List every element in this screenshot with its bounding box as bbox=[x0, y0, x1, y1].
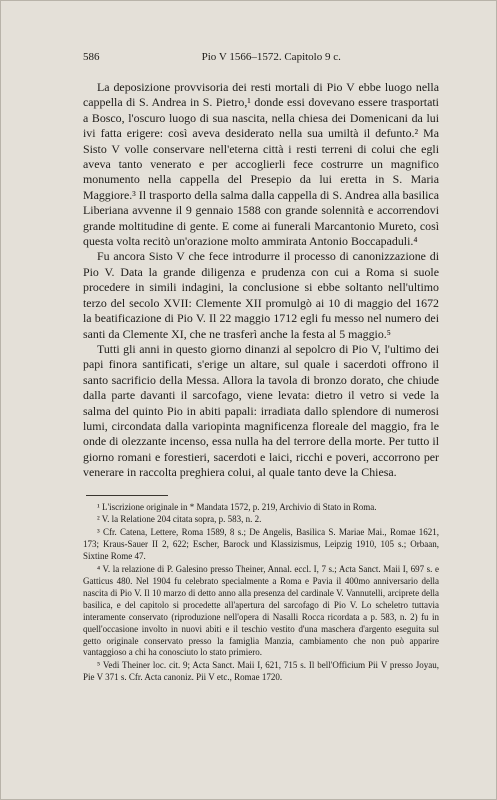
footnote-1: ¹ L'iscrizione originale in * Mandata 1572, p. 219, Archivio di Stato in Roma. bbox=[97, 501, 377, 512]
footnote-divider bbox=[86, 495, 168, 496]
footnote-4: ⁴ V. la relazione di P. Galesino presso Theiner, Annal. eccl. I, 7 s.; Acta Sanct. Maii I, 697 s. e Gatticus 480. Nel 1904 fu celebrato specialmente a Roma e Pavia il 400mo anniversario della nascita di Pio V. Il 10 marzo di detto anno alla presenza del cardinale V. Vannutelli, arciprete della basilica, e del capitolo si procedette all'apertura del sarcofago di Pio V. Lo scheletro tuttavia interamente conservato (riproduzione nell'opera di Nasalli Rocca ricordata a p. 583, n. 2) fu in quell'occasione involto in nuovi abiti e il teschio vestito d'una maschera d'argento eseguita sul getto originale conservato presso la famiglia Manzia, cambiamento che non può apparire vantaggioso a chi ha conosciuto lo stato primiero. bbox=[83, 564, 439, 658]
paragraph-1: La deposizione provvisoria dei resti mortali di Pio V ebbe luogo nella cappella di S. Andrea in S. Pietro,¹ donde essi dovevano essere trasportati a Bosco, l'oscuro luogo di sua nascita, nella chiesa dei Domenicani da lui ivi fatta erigere: così aveva desiderato nella sua umiltà il defunto.² Ma Sisto V volle conservare nell'eterna città i resti terreni di colui che egli aveva tanto venerato e per accoglierli fece costrurre un magnifico monumento nella cappella del Presepio da lui eretta in S. Maria Maggiore.³ Il trasporto della salma dalla cappella di S. Andrea alla basilica Liberiana avvenne il 9 gennaio 1588 con grande solennità e accorrendovi grande moltitudine di gente. E come ai funerali Marcantonio Mureto, così questa volta recitò un'orazione molto ammirata Antonio Boccapaduli.⁴ bbox=[83, 80, 439, 249]
main-text bbox=[83, 80, 439, 481]
paragraph-2: Fu ancora Sisto V che fece introdurre il processo di canonizzazione di Pio V. Data la grande diligenza e prudenza con cui a Roma si suole procedere in simili indagini, la conclusione si ebbe soltanto nell'ultimo terzo del secolo XVII: Clemente XII promulgò ai 10 di maggio del 1672 la beatificazione di Pio V. Il 22 maggio 1712 egli fu messo nel numero dei santi da Clemente XI, che ne trasferì anche la festa al 5 maggio.⁵ bbox=[83, 249, 439, 341]
paragraph-3: Tutti gli anni in questo giorno dinanzi al sepolcro di Pio V, l'ultimo dei papi finora santificati, s'erige un altare, sul quale i sacerdoti offrono il santo sacrificio della Messa. Allora la tavola di bronzo dorato, che chiude dalla parte davanti il sarcofago, viene levata: dietro il vetro si vede la salma del quinto Pio in abiti papali: irradiata dallo splendore di numerosi lumi, circondata dalla variopinta magnificenza floreale del maggio, fra le onde di olezzante incenso, essa nulla ha del terrore della morte. Per tutto il giorno romani e forestieri, sacerdoti e laici, ricchi e poveri, accorrono per venerare in raccolta preghiera colui, al quale tanto deve la Chiesa. bbox=[83, 341, 439, 480]
running-title: Pio V 1566–1572. Capitolo 9 c. bbox=[201, 51, 341, 63]
footnote-2: ² V. la Relatione 204 citata sopra, p. 583, n. 2. bbox=[97, 514, 262, 525]
footnote-5: ⁵ Vedi Theiner loc. cit. 9; Acta Sanct. Maii I, 621, 715 s. Il bell'Officium Pii V presso Joyau, Pie V 371 s. Cfr. Acta canoniz. Pii V etc., Romae 1720. bbox=[83, 660, 439, 683]
page-number: 586 bbox=[83, 51, 100, 63]
running-header bbox=[83, 50, 439, 64]
footnotes bbox=[83, 502, 439, 685]
footnote-3: ³ Cfr. Catena, Lettere, Roma 1589, 8 s.; De Angelis, Basilica S. Mariae Mai., Romae 1621, 173; Kraus-Sauer II 2, 622; Escher, Barock und Klassizismus, Leipzig 1910, 105 s.; Orbaan, Sixtine Rome 47. bbox=[83, 527, 439, 562]
